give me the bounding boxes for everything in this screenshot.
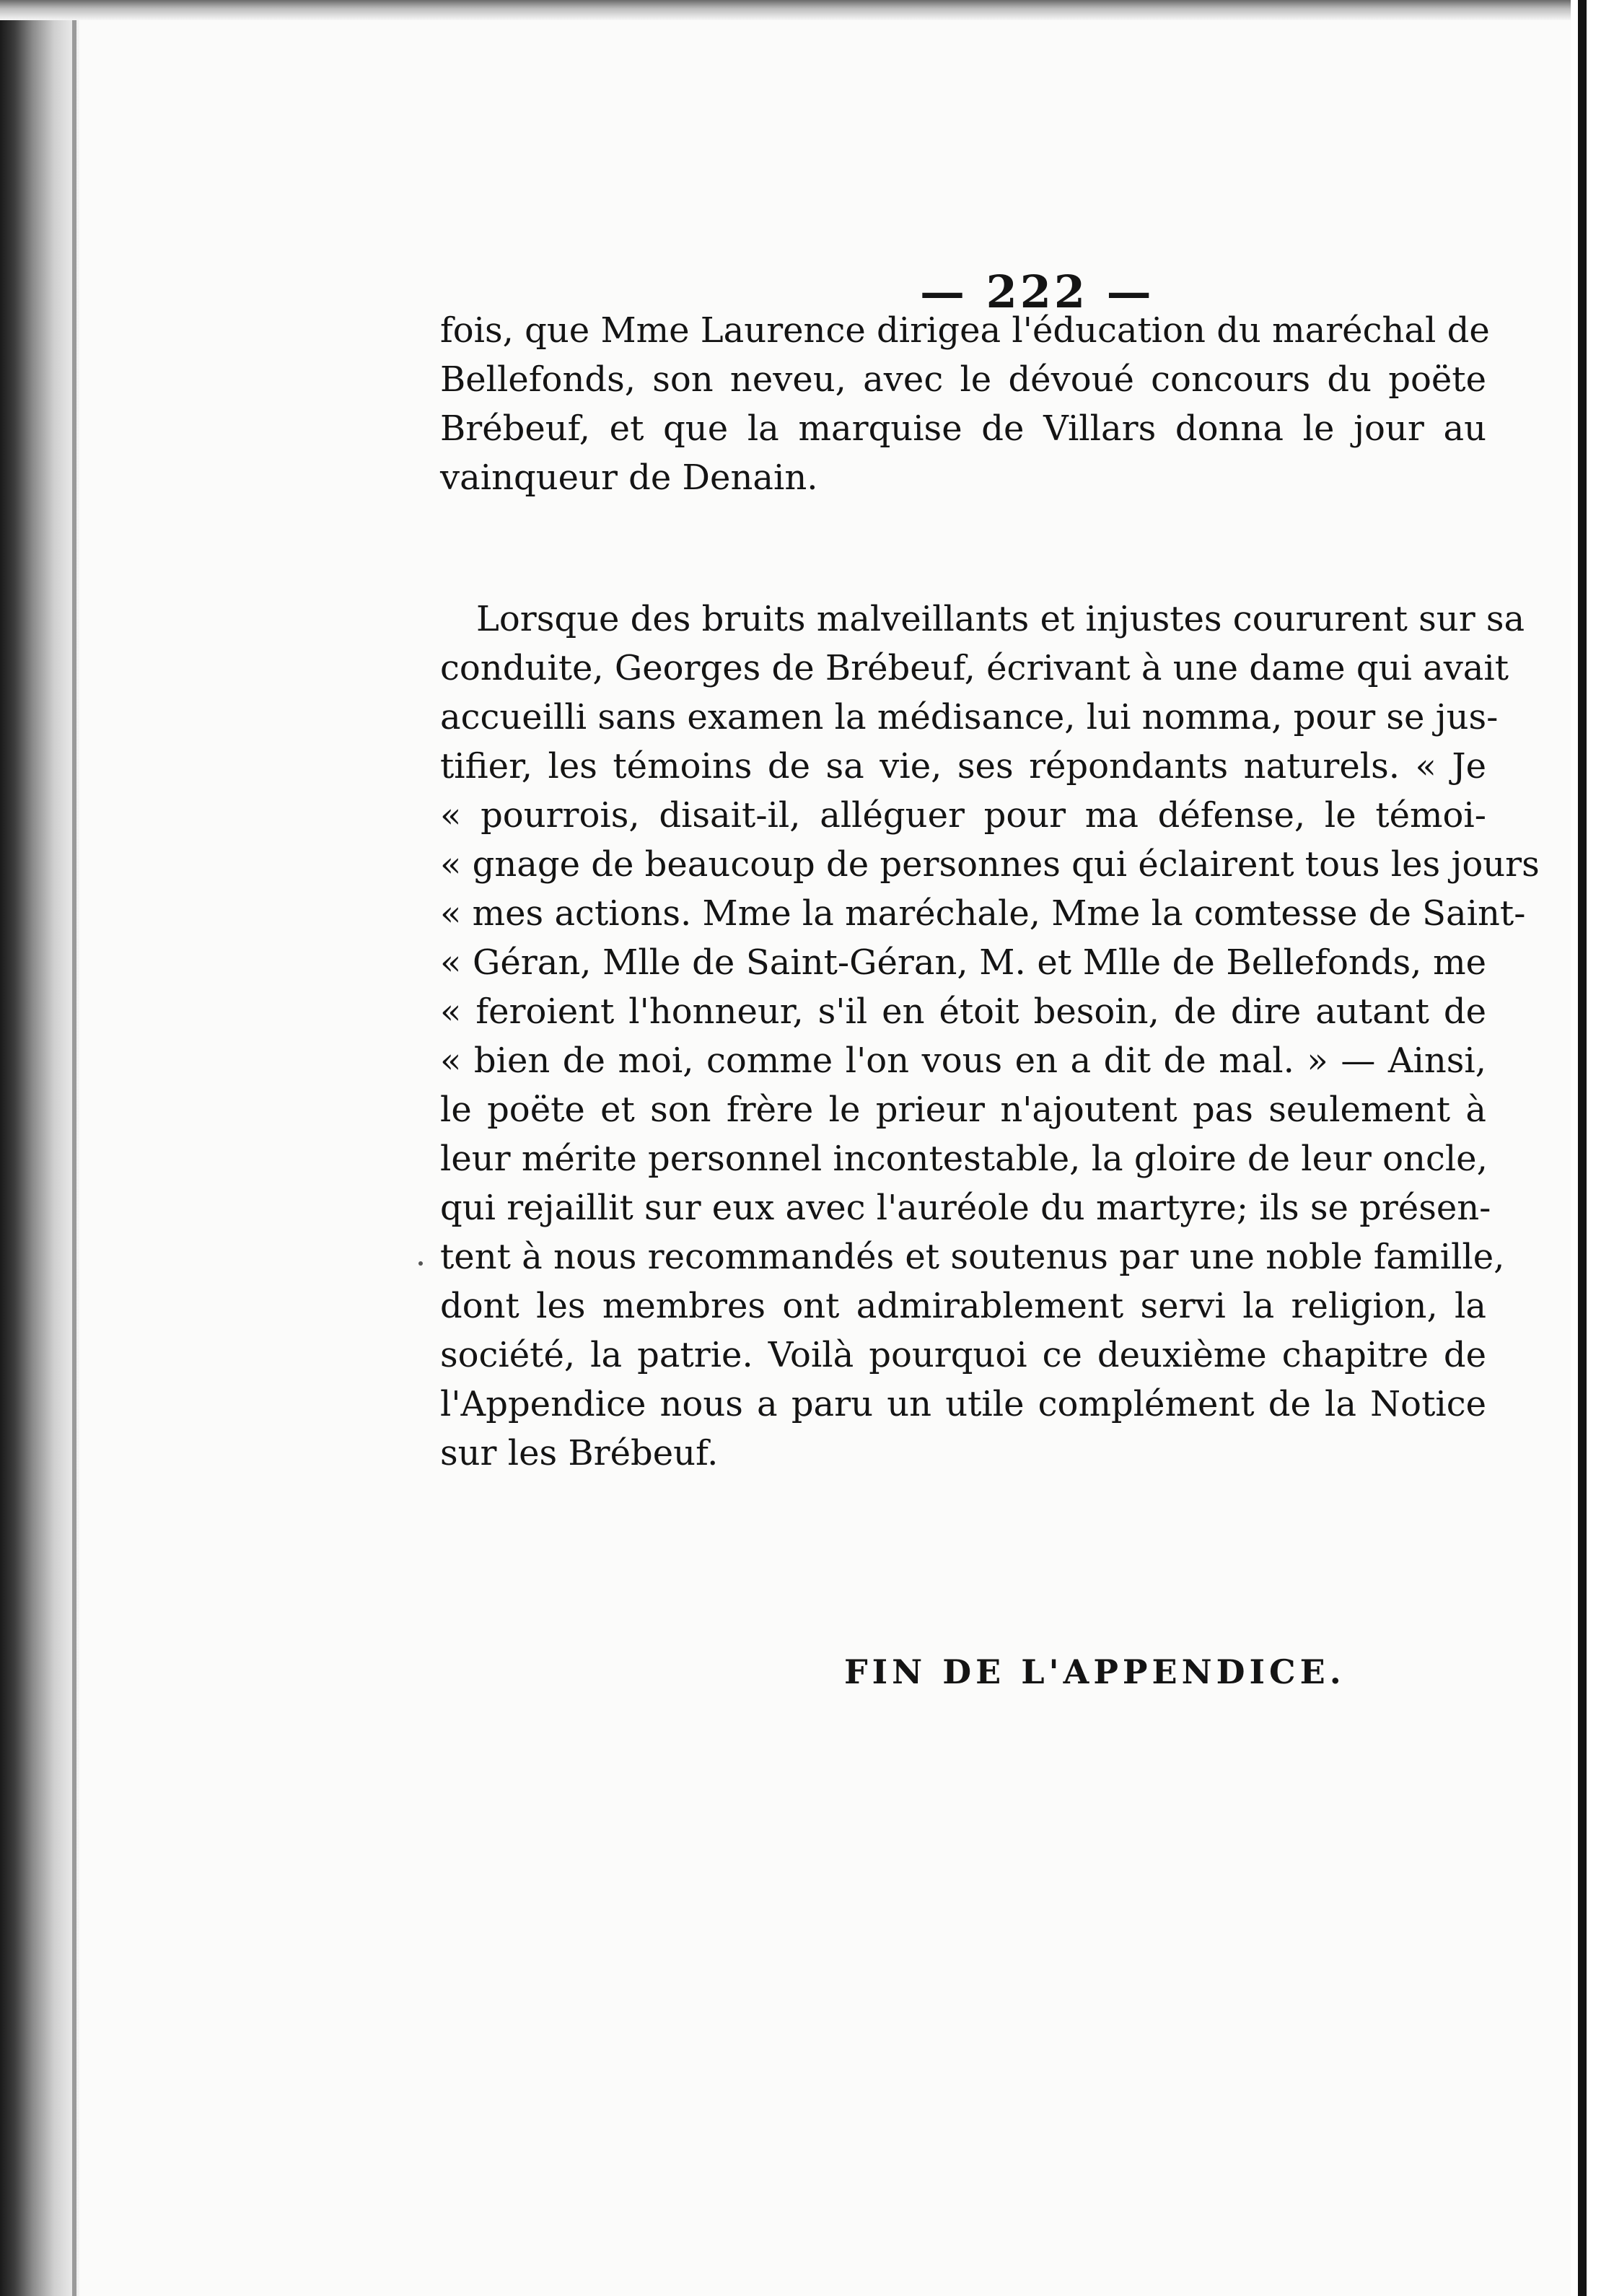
- right-scan-edge-line: [1578, 0, 1587, 2296]
- page-number: — 222 —: [920, 266, 1154, 318]
- text-line: « Géran, Mlle de Saint-Géran, M. et Mlle de Bellefonds, me: [440, 942, 1486, 983]
- binding-shadow: [0, 0, 79, 2296]
- text-line: « bien de moi, comme l'on vous en a dit de mal. » — Ainsi,: [440, 1040, 1486, 1081]
- text-line: le poëte et son frère le prieur n'ajoutent pas seulement à: [440, 1090, 1486, 1130]
- page-body: [79, 20, 1543, 2296]
- text-line: tifier, les témoins de sa vie, ses répondants naturels. « Je: [440, 746, 1486, 786]
- right-margin: [1571, 0, 1614, 2296]
- text-line: vainqueur de Denain.: [440, 457, 818, 498]
- text-line: société, la patrie. Voilà pourquoi ce deuxième chapitre de: [440, 1335, 1486, 1375]
- text-line: Brébeuf, et que la marquise de Villars donna le jour au: [440, 408, 1486, 449]
- text-line: sur les Brébeuf.: [440, 1433, 719, 1473]
- text-line: qui rejaillit sur eux avec l'auréole du martyre; ils se présen-: [440, 1188, 1491, 1228]
- text-line: conduite, Georges de Brébeuf, écrivant à une dame qui avait: [440, 648, 1509, 688]
- text-line: « pourrois, disait-il, alléguer pour ma défense, le témoi-: [440, 795, 1486, 836]
- end-of-appendix-mark: FIN DE L'APPENDICE.: [844, 1652, 1346, 1691]
- text-line: leur mérite personnel incontestable, la gloire de leur oncle,: [440, 1139, 1488, 1179]
- ink-speck: [418, 1261, 423, 1266]
- text-line: tent à nous recommandés et soutenus par une noble famille,: [440, 1237, 1505, 1277]
- text-line: dont les membres ont admirablement servi la religion, la: [440, 1286, 1486, 1326]
- text-line: accueilli sans examen la médisance, lui nomma, pour se jus-: [440, 697, 1499, 737]
- text-line: Lorsque des bruits malveillants et injustes coururent sur sa: [476, 599, 1525, 639]
- text-line: « feroient l'honneur, s'il en étoit besoin, de dire autant de: [440, 991, 1486, 1032]
- top-scan-edge: [0, 0, 1614, 20]
- text-line: fois, que Mme Laurence dirigea l'éducation du maréchal de: [440, 310, 1490, 351]
- binding-edge-line: [72, 0, 76, 2296]
- text-line: l'Appendice nous a paru un utile complément de la Notice: [440, 1384, 1486, 1424]
- text-line: « gnage de beaucoup de personnes qui éclairent tous les jours: [440, 844, 1540, 885]
- text-line: Bellefonds, son neveu, avec le dévoué concours du poëte: [440, 359, 1486, 400]
- text-line: « mes actions. Mme la maréchale, Mme la comtesse de Saint-: [440, 893, 1526, 934]
